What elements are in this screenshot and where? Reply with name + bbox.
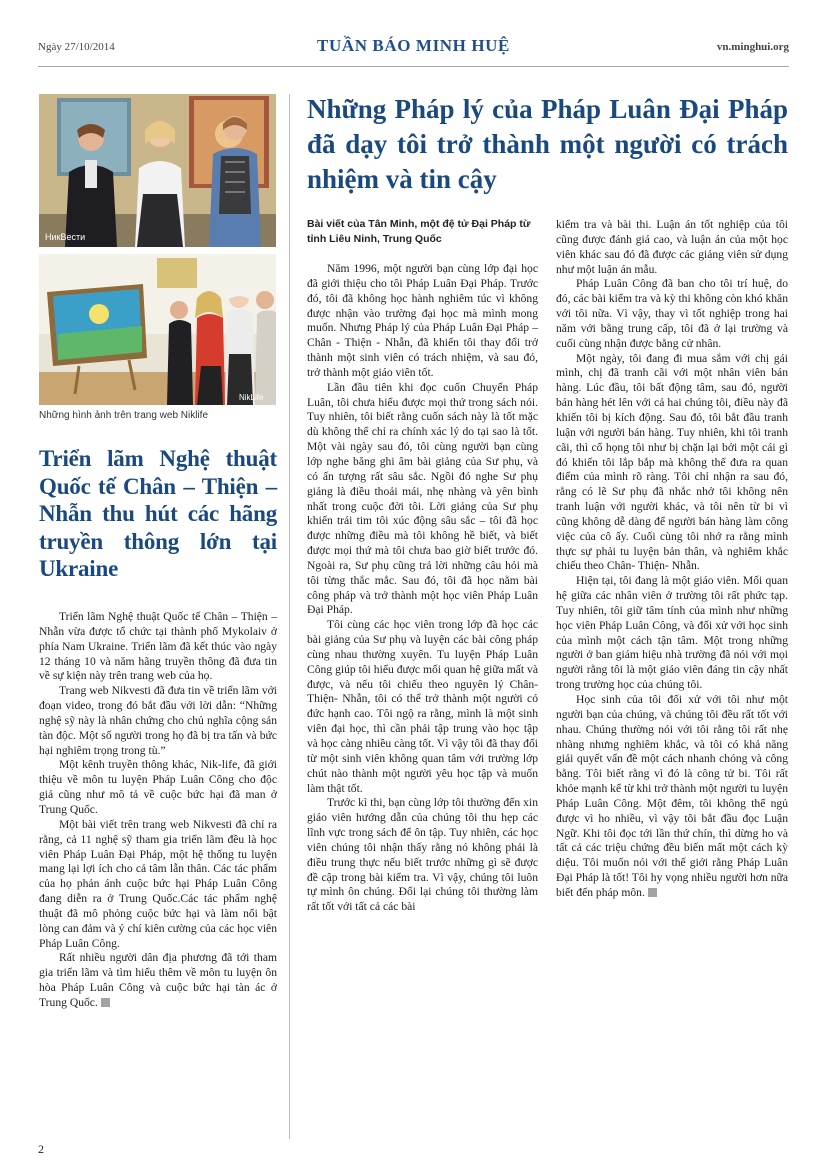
left-article-paragraph: Một kênh truyền thông khác, Nik-life, đã giới thiệu về môn tu luyện Pháp Luân Công cho độc giả cũng như mô tả về cuộc bức hại đã man ở Trung Quốc.: [39, 758, 277, 816]
page-number: 2: [38, 1142, 44, 1156]
main-article-body-col1: [307, 262, 538, 915]
main-article-title: Những Pháp lý của Pháp Luân Đại Pháp đã dạy tôi trở thành một người có trách nhiệm và tin cậy: [307, 94, 788, 194]
photo1-watermark: НикВести: [45, 232, 86, 242]
main-article-paragraph-text: Học sinh của tôi đối xử với tôi như một người bạn của chúng, và chúng tôi đều rất tốt với nhau. Chúng thường nói với tôi rằng tôi rất nhẹ nhàng nhưng nghiêm khắc, và tôi có khả năng giải quyết vấn đề một cách nhanh chóng và công bằng. Tôi biết rằng vì đó là công tử bi. Tôi rất khỏe mạnh kể từ khi trở thành một người tu luyện Pháp Luân Công. Một đêm, tôi không thể ngủ được vì ho nhiều, vì vậy tôi bắt đầu đọc Luận Ngữ. Khi tôi đọc tới lần thứ chín, thì dừng ho và tất cả các triệu chứng đều biến mất một cách kỳ diệu. Tôi muốn nói với thế giới rằng Pháp Luân Đại Pháp là tốt! Tôi hy vọng nhiều người hơn nữa biết đến pháp môn.: [556, 693, 788, 899]
photo-caption: Những hình ảnh trên trang web Niklife: [39, 410, 209, 421]
left-article-paragraph-text: Rất nhiều người dân địa phương đã tới tham gia triển lãm và tìm hiểu thêm về môn tu luyện ôn hòa Pháp Luân Công và cuộc bức hại tàn ác ở Trung Quốc.: [39, 951, 277, 1009]
main-article-byline: Bài viết của Tân Minh, một đệ tử Đại Pháp từ tỉnh Liêu Ninh, Trung Quốc: [307, 218, 531, 245]
left-article-paragraph: Một bài viết trên trang web Nikvesti đã chỉ ra rằng, cả 11 nghệ sỹ tham gia triển lãm đều là học viên Pháp Luân Đại Pháp, một hệ thống tu luyện mang lại lợi ích cho cả tâm lẫn thân. Các tác phẩm của họ phản ánh cuộc bức hại Pháp Luân Công đang diễn ra ở Trung Quốc.Các tác phẩm nghệ thuật đã mô phỏng cuộc bức hại và làm nổi bật lòng can đảm và ý chí kiên cường của các học viên Pháp Luân Công.: [39, 817, 277, 950]
exhibition-photo-2: [39, 254, 276, 405]
main-article-body-col2: [556, 218, 788, 901]
left-article-title: Triển lãm Nghệ thuật Quốc tế Chân – Thiện – Nhẫn thu hút các hãng truyền thông lớn tại Ukraine: [39, 446, 277, 581]
end-of-article-mark: [648, 888, 657, 897]
exhibition-photo-1: [39, 94, 276, 247]
main-article-paragraph: Một ngày, tôi đang đi mua sắm với chị gái mình, chị đã tranh cãi với một nhân viên bán hàng. Lúc đầu, tôi bất động tâm, sau đó, người bán hàng hét lên với cả hai chúng tôi, điều này đã khiến tôi bị kích động. Sau đó, tôi bắt đầu tranh luận với người bán hàng. Tuy nhiên, khi tôi tranh cãi, thì cổ họng tôi như bị chặn lại bởi một cái gì đó khiến tôi lắp bắp mà không thể đưa ra quan điểm của mình rõ ràng. Tôi chỉ nhận ra sau đó, rằng có lẽ Sư phụ đã nhắc nhở tôi không nên tranh luận với người khác, và tôi nên từ bi vì cũng không dễ dàng để người bán hàng làm công việc của cô ấy. Cuối cùng tôi nhớ ra rằng mình thực sự phải tu luyện bản thân, và nghiêm khắc chiếu theo Chân- Thiện- Nhẫn.: [556, 351, 788, 573]
main-article-paragraph: [556, 693, 788, 901]
main-article-paragraph: kiểm tra và bài thi. Luận án tốt nghiệp của tôi cũng được đánh giá cao, và luận án của một học viên khác sau đó đã được các giảng viên sử dụng như một luận án mẫu.: [556, 218, 788, 276]
end-of-article-mark: [101, 998, 110, 1007]
main-article-paragraph: Pháp Luân Công đã ban cho tôi trí huệ, do đó, các bài kiểm tra và kỳ thi không còn khó khăn với tôi nữa. Vì vậy, thay vì tốt nghiệp trong hai năm với bằng trung cấp, tôi đã ở lại trường và cuối cùng nhận được bằng cử nhân.: [556, 277, 788, 350]
photo2-watermark: NikLife: [239, 393, 264, 402]
publication-title: TUẦN BÁO MINH HUỆ: [317, 36, 510, 55]
main-article-paragraph: Hiện tại, tôi đang là một giáo viên. Mối quan hệ giữa các nhân viên ở trường tôi rất phức tạp. Tuy nhiên, tôi giữ tâm tính của mình như những học viên Pháp Luân Công, và đối xử với học sinh của mình một cách tận tâm. Một trong những người ở ban giám hiệu nhà trường đã nói với mọi người rằng tôi là một giáo viên đáng tin cậy nhất trong trường học của chúng tôi.: [556, 574, 788, 692]
left-article-paragraph: Trang web Nikvesti đã đưa tin về triển lãm với đoạn video, trong đó bắt đầu với lời dẫn: “Những nghệ sỹ này là nhân chứng cho chủ nghĩa cộng sản tàn độc. Một số người trong họ đã bị tra tấn và bức hại nghiêm trọng trong tù.”: [39, 684, 277, 757]
main-article-paragraph: Lần đầu tiên khi đọc cuốn Chuyển Pháp Luân, tôi chưa hiểu được mọi thứ trong sách nói. Tuy nhiên, tôi biết rằng cuốn sách này là tốt mặc dù không thể chỉ ra chính xác lý do tại sao là tốt. Một vài ngày sau đó, tôi cùng người bạn cùng lớp nghe băng ghi âm bài giảng của Sư phụ, và có ấn tượng rất sâu sắc. Ngồi đó nghe Sư phụ giảng là điều thoải mái, nhẹ nhàng và yên bình nhất trong cuộc đời tôi. Lời giảng của Sư phụ khiến trái tim tôi xúc động sâu sắc – tôi đã học được những điều mà tôi không hề biết, và biết được mọi thứ mà tôi chưa bao giờ biết trước đó. Ngoài ra, Sư phụ cũng trả lời những câu hỏi mà tôi từng thắc mắc. Sau đó, tôi đã học nằm bài công pháp và trở thành một học viên Pháp Luân Đại Pháp.: [307, 380, 538, 617]
main-article-paragraph: Trước kì thi, bạn cùng lớp tôi thường đến xin giáo viên hướng dẫn của chúng tôi thu hẹp các lĩnh vực trong sách để ôn tập. Tuy nhiên, các học viên chúng tôi nhận thấy rằng nó không phải là điều trung thực nếu biết trước những gì sẽ được đề cập trong bài kiểm tra. Vì vậy, chúng tôi luôn tự mình ôn chúng. Đổi lại chúng tôi thường làm rất tốt với tất cả các bài: [307, 796, 538, 914]
main-article-paragraph: Năm 1996, một người bạn cùng lớp đại học đã giới thiệu cho tôi Pháp Luân Đại Pháp. Trước đó, tôi đã không học hành nghiêm túc vì không được nhận vào trường đại học mà mình mong muốn. Nhưng Pháp lý của Pháp Luân Đại Pháp – Chân - Thiện - Nhẫn, đã khiến tôi thay đổi trở thành một sinh viên có trách nhiệm, và sau đó, trở thành một giáo viên tốt.: [307, 262, 538, 379]
header-divider: [38, 66, 789, 67]
column-divider: [289, 94, 290, 1139]
main-article-paragraph: Tôi cùng các học viên trong lớp đã học các bài giảng của Sư phụ và luyện các bài công pháp cùng nhau thường xuyên. Tu luyện Pháp Luân Công giúp tôi hiểu được mối quan hệ giữa mất và được, và nếu tôi chiếu theo nguyên lý Chân- Thiện- Nhẫn, tôi có thể trở thành một người có đức hạnh cao. Tôi ngộ ra rằng, mình là một sinh viên đại học, thì cần phải tập trung vào học tập và học càng nhiều càng tốt. Vì vậy tôi đã thay đổi từ một sinh viên không quan tâm với trường lớp chút nào thành một người yêu học tập và muốn làm thật tốt.: [307, 618, 538, 795]
left-article-paragraph: Triển lãm Nghệ thuật Quốc tế Chân – Thiện – Nhẫn vừa được tổ chức tại thành phố Mykolaiv ở phía Nam Ukraine. Triển lãm đã kết thúc vào ngày 12 tháng 10 và năm hãng truyền thông đã đưa tin về sự kiện này trên trang web của họ.: [39, 610, 277, 683]
left-article-paragraph: [39, 951, 277, 1010]
page-header: [38, 36, 789, 62]
site-url: vn.minghui.org: [716, 41, 789, 53]
left-article-body: [39, 610, 277, 1011]
issue-date: Ngày 27/10/2014: [38, 41, 115, 53]
